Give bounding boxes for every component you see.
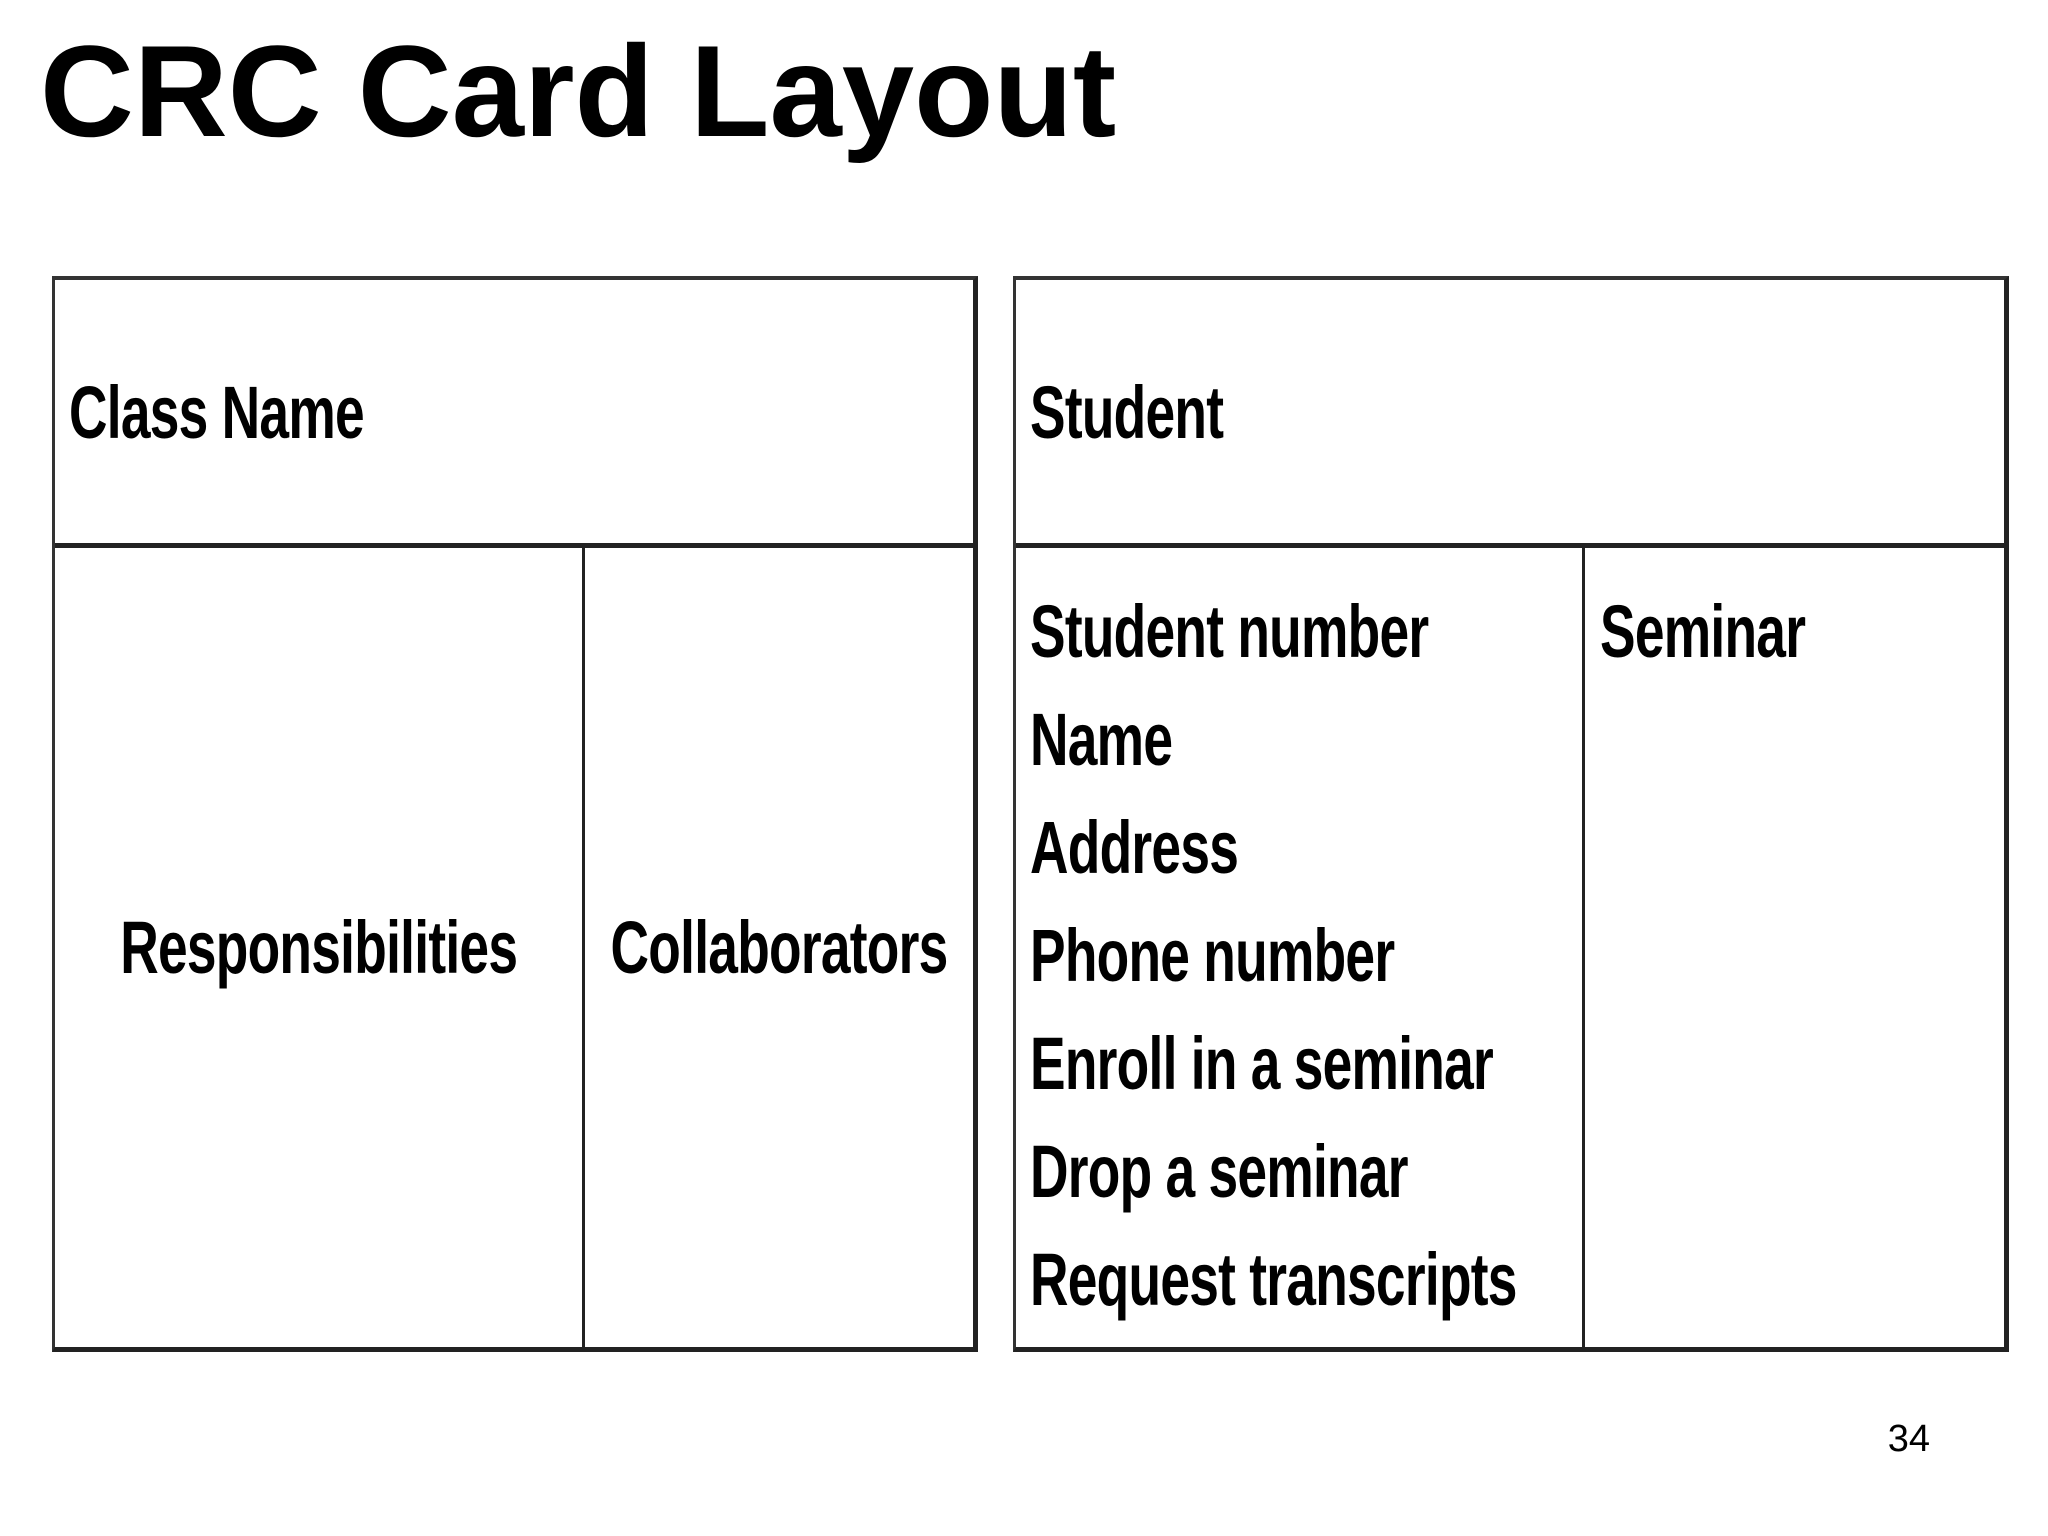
class-name-label: Class Name bbox=[69, 371, 364, 454]
column-divider bbox=[1582, 548, 1585, 1347]
responsibility-item: Address bbox=[1030, 806, 1239, 889]
page-number: 34 bbox=[1887, 1418, 1930, 1460]
class-name: Student bbox=[1030, 371, 1224, 454]
responsibilities-list bbox=[1030, 578, 1706, 1334]
card-header bbox=[1016, 280, 2004, 548]
responsibility-item: Drop a seminar bbox=[1030, 1130, 1408, 1213]
responsibility-item: Name bbox=[1030, 698, 1173, 781]
crc-card-student bbox=[1013, 276, 2009, 1352]
responsibility-item: Student number bbox=[1030, 590, 1429, 673]
responsibilities-label: Responsibilities bbox=[119, 906, 518, 989]
collaborator-item: Seminar bbox=[1600, 590, 1806, 673]
responsibilities-column bbox=[55, 548, 582, 1347]
collaborators-column bbox=[585, 548, 973, 1347]
slide-title: CRC Card Layout bbox=[40, 18, 1117, 164]
responsibility-item: Enroll in a seminar bbox=[1030, 1022, 1494, 1105]
crc-card-template bbox=[52, 276, 978, 1352]
responsibility-item: Phone number bbox=[1030, 914, 1395, 997]
card-header bbox=[55, 280, 973, 548]
card-body bbox=[55, 548, 973, 1347]
responsibility-item: Request transcripts bbox=[1030, 1238, 1517, 1321]
card-body bbox=[1016, 548, 2004, 1347]
collaborators-list bbox=[1600, 578, 1885, 686]
collaborators-label: Collaborators bbox=[610, 906, 948, 989]
